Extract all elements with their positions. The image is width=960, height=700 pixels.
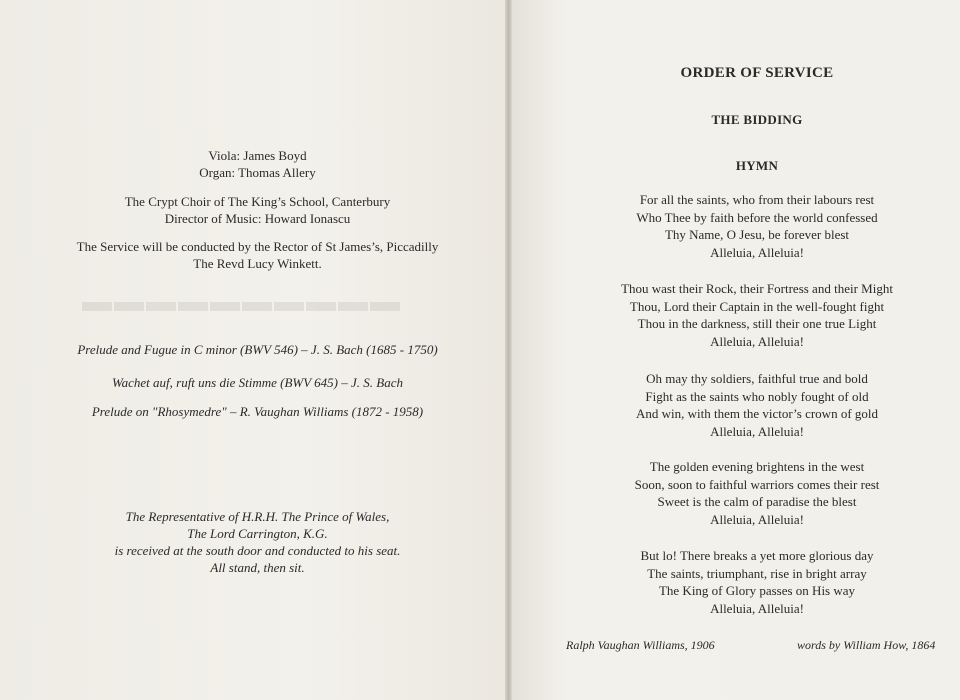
conducted-line: The Revd Lucy Winkett. (193, 256, 322, 271)
verse-line: And win, with them the victor’s crown of gold (635, 406, 879, 421)
representative-line: All stand, then sit. (210, 560, 305, 575)
conducted-block (0, 238, 515, 272)
verse-line: Thou in the darkness, still their one true Light (637, 316, 877, 331)
representative-block (0, 508, 515, 576)
choir-line: Director of Music: Howard Ionascu (164, 211, 351, 226)
choir-line: The Crypt Choir of The King’s School, Canterbury (124, 194, 391, 209)
verse-line: Who Thee by faith before the world confessed (636, 209, 878, 225)
verse-line: Alleluia, Alleluia! (710, 333, 804, 349)
verse-line: Thou, Lord their Captain in the well-fought fight (629, 298, 885, 314)
verse-line: Thy Name, O Jesu, be forever blest (664, 227, 850, 242)
representative-line: The Lord Carrington, K.G. (187, 526, 328, 541)
verse-line: Fight as the saints who nobly fought of old (645, 388, 869, 404)
hymn-verse (512, 458, 960, 528)
hymn-heading: HYMN (735, 158, 779, 173)
words-credit: words by William How, 1864 (797, 638, 936, 652)
music-item: Wachet auf, ruft uns die Stimme (BWV 645) – J. S. Bach (111, 375, 403, 390)
musician-line: Viola: James Boyd (208, 148, 307, 163)
musician-line: Organ: Thomas Allery (199, 165, 316, 180)
hymn-verse (512, 191, 960, 261)
verse-line: The saints, triumphant, rise in bright array (647, 565, 867, 581)
composer-credit: Ralph Vaughan Williams, 1906 (566, 638, 715, 652)
show-through-decoration: ▬▬▬▬▬▬▬▬▬▬ (80, 285, 400, 318)
verse-line: Alleluia, Alleluia! (710, 600, 804, 616)
musicians-block (0, 147, 515, 181)
choir-block (0, 193, 515, 227)
verse-line: Soon, soon to faithful warriors comes their rest (634, 476, 880, 492)
conducted-line: The Service will be conducted by the Rector of St James’s, Piccadilly (76, 239, 439, 254)
order-of-service-title: ORDER OF SERVICE (680, 65, 834, 81)
hymn-verse (512, 370, 960, 440)
verse-line: Sweet is the calm of paradise the blest (657, 494, 857, 509)
hymn-verse (512, 547, 960, 617)
verse-line: The golden evening brightens in the west (649, 459, 865, 474)
representative-line: is received at the south door and conducted to his seat. (114, 543, 401, 558)
verse-line: Alleluia, Alleluia! (710, 511, 804, 527)
music-item: Prelude and Fugue in C minor (BWV 546) – J. S. Bach (1685 - 1750) (77, 342, 438, 357)
music-item: Prelude on "Rhosymedre" – R. Vaughan Williams (1872 - 1958) (91, 404, 424, 419)
verse-line: Thou wast their Rock, their Fortress and their Might (621, 281, 893, 296)
hymn-verse (512, 280, 960, 350)
verse-line: The King of Glory passes on His way (658, 583, 856, 598)
verse-line: Alleluia, Alleluia! (710, 423, 804, 439)
verse-line: Oh may thy soldiers, faithful true and bold (646, 371, 868, 386)
representative-line: The Representative of H.R.H. The Prince of Wales, (125, 509, 390, 524)
verse-line: For all the saints, who from their labours rest (639, 192, 875, 207)
bidding-heading: THE BIDDING (711, 112, 803, 127)
verse-line: Alleluia, Alleluia! (710, 244, 804, 260)
verse-line: But lo! There breaks a yet more glorious day (640, 548, 874, 563)
